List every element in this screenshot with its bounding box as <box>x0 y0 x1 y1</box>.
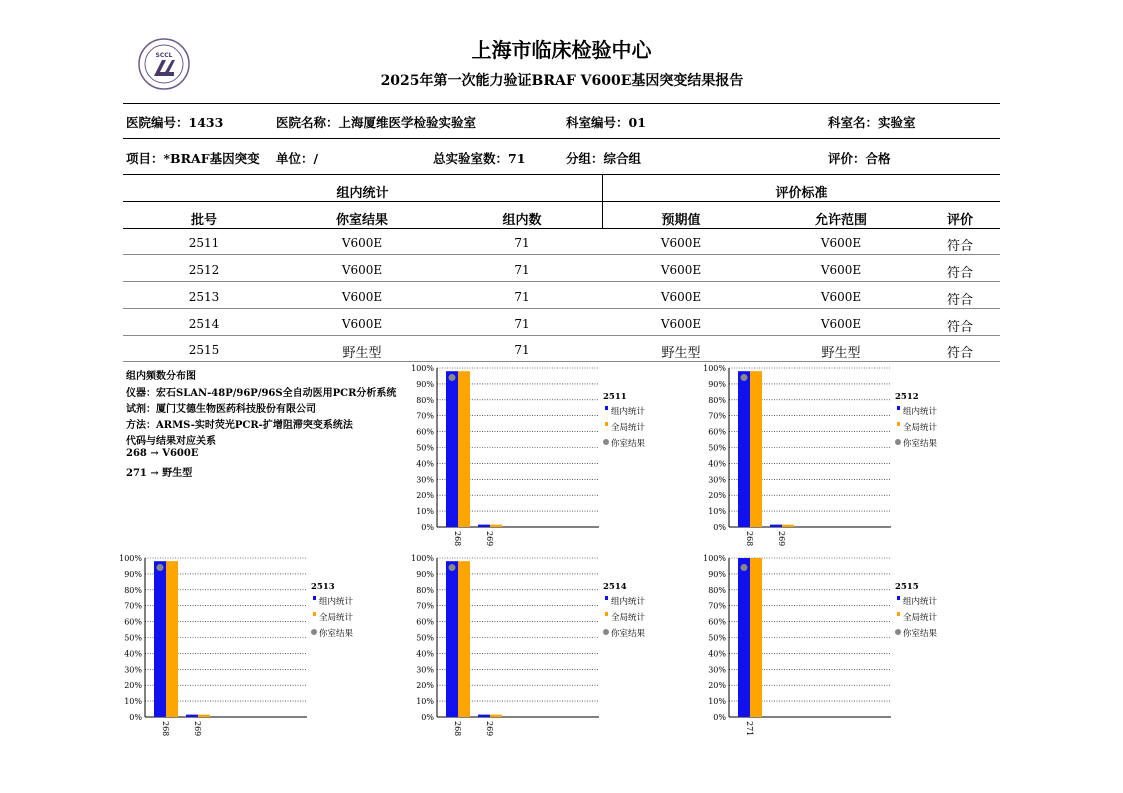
y-tick-label: 70% <box>416 601 434 611</box>
column-header-range: 允许范围 <box>814 213 867 228</box>
legend-swatch <box>605 422 608 426</box>
cell-group-count: 71 <box>514 317 530 331</box>
your-result-marker <box>157 564 164 571</box>
y-tick-label: 60% <box>708 617 726 627</box>
y-tick-label: 100% <box>703 554 726 563</box>
cell-evaluation: 符合 <box>946 293 973 308</box>
y-tick-label: 90% <box>416 569 434 579</box>
y-tick-label: 80% <box>416 585 434 595</box>
x-tick-label: 269 <box>485 531 494 547</box>
y-tick-label: 10% <box>416 697 434 707</box>
chart-title: 2514 <box>603 582 627 592</box>
legend-swatch <box>897 612 900 616</box>
legend-label: 全局统计 <box>611 423 646 433</box>
y-tick-label: 40% <box>708 459 726 469</box>
y-tick-label: 40% <box>416 459 434 469</box>
y-tick-label: 30% <box>416 665 434 675</box>
evaluation-label: 评价：合格 <box>828 151 891 166</box>
chart-2512 <box>702 362 1002 547</box>
cell-your-result: V600E <box>341 236 383 250</box>
instrument-note: 仪器：宏石SLAN-48P/96P/96S全自动医用PCR分析系统 <box>126 388 397 399</box>
bar-global-268 <box>458 561 470 717</box>
unit-label: 单位：/ <box>276 151 319 166</box>
cell-range: V600E <box>820 236 862 250</box>
x-tick-label: 269 <box>485 721 494 737</box>
code-mapping-title: 代码与结果对应关系 <box>126 436 216 447</box>
y-tick-label: 20% <box>416 681 434 691</box>
cell-group-count: 71 <box>514 343 530 357</box>
legend-swatch <box>311 629 317 635</box>
cell-evaluation: 符合 <box>946 346 973 361</box>
legend-swatch <box>897 596 900 600</box>
legend-label: 全局统计 <box>611 613 646 623</box>
y-tick-label: 50% <box>416 633 434 643</box>
chart-2513 <box>118 552 418 737</box>
reagent-note: 试剂：厦门艾德生物医药科技股份有限公司 <box>126 404 316 415</box>
cell-group-count: 71 <box>514 290 530 304</box>
column-header-evaluation: 评价 <box>946 213 973 228</box>
cell-range: V600E <box>820 317 862 331</box>
cell-evaluation: 符合 <box>946 320 973 335</box>
y-tick-label: 80% <box>708 395 726 405</box>
cell-range: V600E <box>820 263 862 277</box>
legend-label: 组内统计 <box>903 597 938 607</box>
your-result-marker <box>741 374 748 381</box>
column-header-group-count: 组内数 <box>502 213 542 228</box>
y-tick-label: 0% <box>129 713 142 722</box>
y-tick-label: 30% <box>708 475 726 485</box>
bar-global-269 <box>490 715 502 717</box>
legend-label: 你室结果 <box>903 629 938 639</box>
y-tick-label: 60% <box>124 617 142 627</box>
legend-label: 全局统计 <box>903 613 938 623</box>
your-result-marker <box>741 564 748 571</box>
divider <box>123 281 1000 282</box>
column-header-expected: 预期值 <box>661 213 701 228</box>
bar-group-268 <box>446 371 458 527</box>
legend-swatch <box>895 629 901 635</box>
legend-swatch <box>895 439 901 445</box>
group-label: 分组：综合组 <box>566 151 642 166</box>
y-tick-label: 100% <box>411 364 434 373</box>
chart-title: 2513 <box>311 582 335 592</box>
legend-label: 你室结果 <box>319 629 354 639</box>
divider <box>123 254 1000 255</box>
y-tick-label: 90% <box>124 569 142 579</box>
divider <box>123 308 1000 309</box>
bar-global-268 <box>458 371 470 527</box>
legend-label: 你室结果 <box>611 439 646 449</box>
legend-label: 全局统计 <box>903 423 938 433</box>
your-result-marker <box>449 374 456 381</box>
cell-range: 野生型 <box>821 346 861 361</box>
y-tick-label: 90% <box>708 379 726 389</box>
x-tick-label: 269 <box>777 531 786 547</box>
hospital-name: 医院名称：上海厦维医学检验实验室 <box>276 115 477 130</box>
y-tick-label: 40% <box>708 649 726 659</box>
divider <box>123 201 1000 202</box>
x-tick-label: 268 <box>745 531 754 547</box>
cell-evaluation: 符合 <box>946 266 973 281</box>
bar-group-269 <box>186 715 198 717</box>
code-mapping-271: 271 → 野生型 <box>126 468 193 479</box>
cell-your-result: 野生型 <box>342 346 382 361</box>
code-mapping-268: 268 → V600E <box>126 448 199 459</box>
y-tick-label: 50% <box>416 443 434 453</box>
bar-global-268 <box>750 371 762 527</box>
cell-expected: 野生型 <box>661 346 701 361</box>
y-tick-label: 80% <box>124 585 142 595</box>
cell-your-result: V600E <box>341 290 383 304</box>
y-tick-label: 0% <box>421 713 434 722</box>
cell-batch: 2512 <box>188 263 220 277</box>
cell-group-count: 71 <box>514 236 530 250</box>
y-tick-label: 30% <box>708 665 726 675</box>
legend-swatch <box>313 612 316 616</box>
distribution-title: 组内频数分布图 <box>126 371 196 382</box>
divider <box>123 103 1000 104</box>
y-tick-label: 50% <box>708 633 726 643</box>
y-tick-label: 20% <box>124 681 142 691</box>
legend-swatch <box>313 596 316 600</box>
cell-expected: V600E <box>660 317 702 331</box>
divider <box>123 228 1000 229</box>
legend-label: 你室结果 <box>611 629 646 639</box>
department-number: 科室编号：01 <box>566 115 646 130</box>
legend-swatch <box>605 406 608 410</box>
cell-range: V600E <box>820 290 862 304</box>
y-tick-label: 90% <box>416 379 434 389</box>
y-tick-label: 10% <box>416 507 434 517</box>
divider <box>123 174 1000 175</box>
y-tick-label: 0% <box>421 523 434 532</box>
bar-global-268 <box>166 561 178 717</box>
group-stats-header: 组内统计 <box>336 186 389 201</box>
y-tick-label: 30% <box>416 475 434 485</box>
divider <box>123 335 1000 336</box>
total-labs: 总实验室数：71 <box>433 151 526 166</box>
y-tick-label: 60% <box>416 617 434 627</box>
x-tick-label: 269 <box>193 721 202 737</box>
cell-batch: 2515 <box>188 343 220 357</box>
chart-2515 <box>702 552 1002 737</box>
legend-label: 全局统计 <box>319 613 354 623</box>
legend-swatch <box>603 629 609 635</box>
bar-group-268 <box>154 561 166 717</box>
x-tick-label: 268 <box>453 721 462 737</box>
bar-global-269 <box>782 525 794 527</box>
bar-group-269 <box>478 525 490 527</box>
y-tick-label: 90% <box>708 569 726 579</box>
x-tick-label: 268 <box>161 721 170 737</box>
chart-title: 2512 <box>895 392 919 402</box>
legend-swatch <box>897 406 900 410</box>
bar-global-269 <box>198 715 210 717</box>
y-tick-label: 80% <box>708 585 726 595</box>
y-tick-label: 70% <box>708 601 726 611</box>
cell-batch: 2513 <box>188 290 220 304</box>
bar-group-268 <box>738 371 750 527</box>
y-tick-label: 0% <box>713 523 726 532</box>
y-tick-label: 80% <box>416 395 434 405</box>
y-tick-label: 70% <box>416 411 434 421</box>
bar-global-271 <box>750 558 762 717</box>
cell-expected: V600E <box>660 290 702 304</box>
chart-title: 2515 <box>895 582 919 592</box>
y-tick-label: 50% <box>708 443 726 453</box>
chart-2511 <box>410 362 710 547</box>
y-tick-label: 30% <box>124 665 142 675</box>
logo-text: SCCL <box>155 52 173 59</box>
cell-evaluation: 符合 <box>946 239 973 254</box>
x-tick-label: 271 <box>745 721 754 737</box>
divider <box>123 138 1000 139</box>
y-tick-label: 0% <box>713 713 726 722</box>
legend-label: 组内统计 <box>611 597 646 607</box>
y-tick-label: 40% <box>416 649 434 659</box>
column-header-batch: 批号 <box>190 213 217 228</box>
cell-batch: 2511 <box>188 236 220 250</box>
bar-group-269 <box>478 715 490 717</box>
page-title: 上海市临床检验中心 <box>471 38 652 62</box>
your-result-marker <box>449 564 456 571</box>
column-header-your-result: 你室结果 <box>335 213 388 228</box>
legend-label: 你室结果 <box>903 439 938 449</box>
legend-swatch <box>897 422 900 426</box>
chart-2514 <box>410 552 710 737</box>
x-tick-label: 268 <box>453 531 462 547</box>
legend-swatch <box>603 439 609 445</box>
y-tick-label: 20% <box>708 491 726 501</box>
cell-batch: 2514 <box>188 317 220 331</box>
bar-global-269 <box>490 525 502 527</box>
method-note: 方法：ARMS-实时荧光PCR-扩增阻滞突变系统法 <box>126 420 353 431</box>
bar-group-269 <box>770 525 782 527</box>
y-tick-label: 100% <box>119 554 142 563</box>
y-tick-label: 40% <box>124 649 142 659</box>
y-tick-label: 60% <box>416 427 434 437</box>
legend-swatch <box>605 596 608 600</box>
bar-group-268 <box>446 561 458 717</box>
legend-swatch <box>605 612 608 616</box>
y-tick-label: 50% <box>124 633 142 643</box>
legend-label: 组内统计 <box>611 407 646 417</box>
y-tick-label: 20% <box>708 681 726 691</box>
y-tick-label: 100% <box>703 364 726 373</box>
item-label: 项目：*BRAF基因突变 <box>126 151 260 166</box>
y-tick-label: 20% <box>416 491 434 501</box>
bar-group-271 <box>738 558 750 717</box>
y-tick-label: 70% <box>124 601 142 611</box>
criteria-header: 评价标准 <box>775 186 828 201</box>
y-tick-label: 10% <box>708 697 726 707</box>
y-tick-label: 70% <box>708 411 726 421</box>
report-subtitle: 2025年第一次能力验证BRAF V600E基因突变结果报告 <box>380 73 744 89</box>
cell-expected: V600E <box>660 236 702 250</box>
cell-group-count: 71 <box>514 263 530 277</box>
chart-title: 2511 <box>603 392 627 402</box>
hospital-number: 医院编号：1433 <box>126 115 224 130</box>
legend-label: 组内统计 <box>903 407 938 417</box>
department-name: 科室名：实验室 <box>828 115 916 130</box>
y-tick-label: 10% <box>708 507 726 517</box>
y-tick-label: 10% <box>124 697 142 707</box>
cell-your-result: V600E <box>341 263 383 277</box>
cell-your-result: V600E <box>341 317 383 331</box>
y-tick-label: 100% <box>411 554 434 563</box>
cell-expected: V600E <box>660 263 702 277</box>
legend-label: 组内统计 <box>319 597 354 607</box>
y-tick-label: 60% <box>708 427 726 437</box>
